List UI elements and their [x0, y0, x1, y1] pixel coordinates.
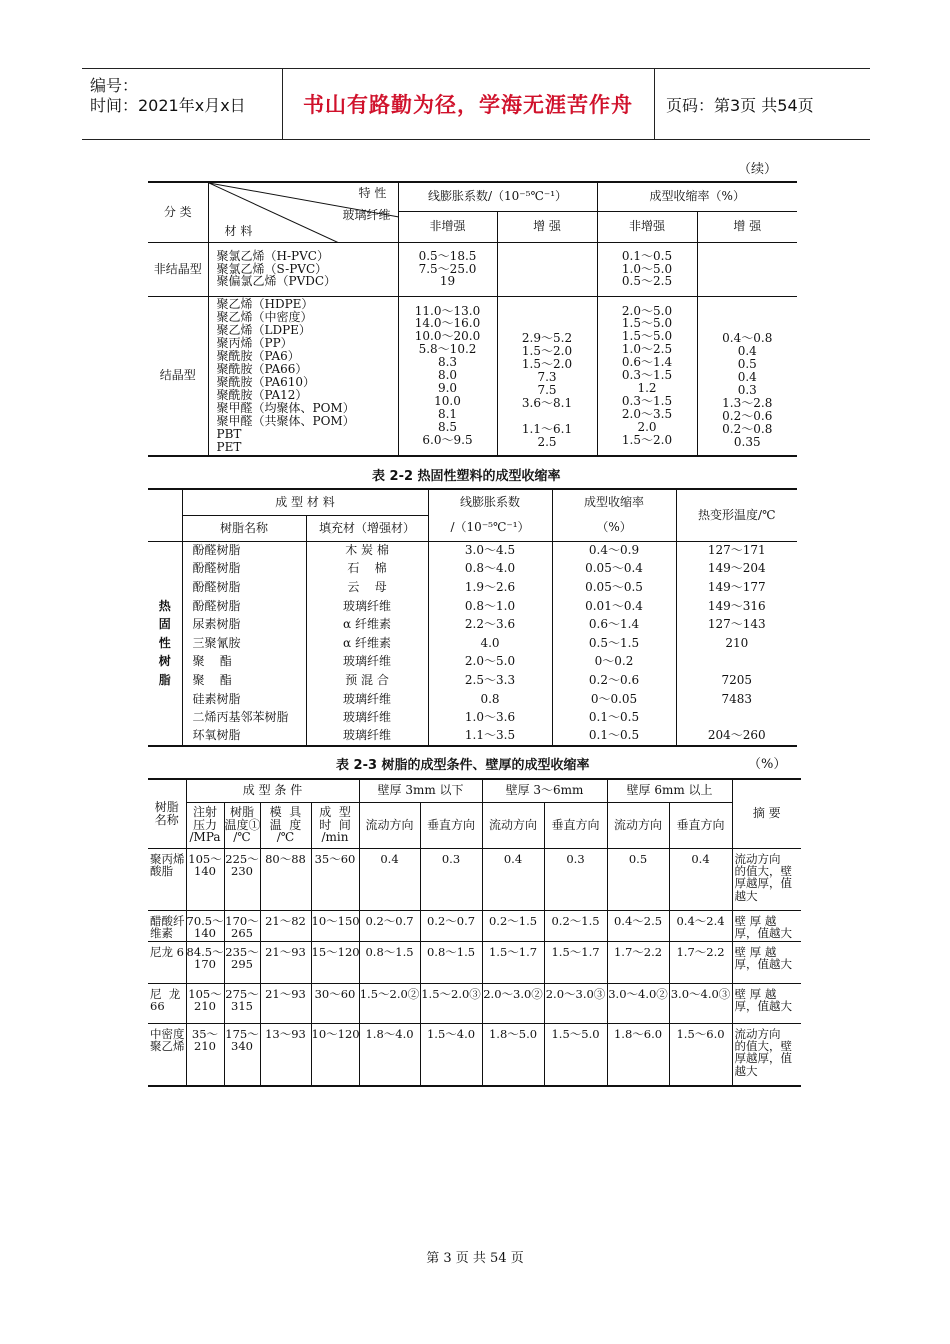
- filler: α 纤维素: [306, 634, 428, 653]
- resin-temp: 235～ 295: [224, 941, 260, 983]
- material-header: 材 料: [224, 224, 253, 238]
- mold-temp: 21～93: [260, 983, 311, 1023]
- resin-name: 醋酸纤 维素: [148, 910, 186, 941]
- table-row: [148, 1023, 801, 1086]
- fiber-header: 玻璃纤维: [342, 208, 391, 222]
- summary-note: 流动方向 的值大，壁 厚越厚，值 越大: [732, 848, 801, 910]
- injection-pressure: 105～ 210: [186, 983, 224, 1023]
- resin-name: 聚丙烯 酸脂: [148, 848, 186, 910]
- filler: 玻璃纤维: [306, 708, 428, 727]
- resin-name: 聚 酯: [192, 672, 232, 687]
- flow-mid: 0.4: [482, 848, 544, 910]
- flow-thin: 0.4: [359, 848, 420, 910]
- table-row: [148, 848, 801, 910]
- perp-thick: 1.7～2.2: [669, 941, 732, 983]
- resin-name: 硅素树脂: [192, 691, 241, 706]
- table-row: [148, 578, 797, 597]
- motto: 书山有路勤为径，学海无涯苦作舟: [303, 93, 633, 117]
- flow-thick: 3.0～4.0②: [607, 983, 669, 1023]
- filler: 石 棉: [306, 560, 428, 579]
- table-row: [148, 727, 797, 746]
- expansion-value: 1.9～2.6: [428, 578, 552, 597]
- table3-unit: （%）: [748, 757, 787, 772]
- heat-deflection-value: 149～316: [676, 597, 797, 616]
- group-exp-nonreinforced: 0.5～18.5 7.5～25.0 19: [398, 242, 497, 296]
- resin-name-header: 树脂 名称: [148, 779, 186, 848]
- summary-note: 流动方向 的值大，壁 厚越厚，值 越大: [732, 1023, 801, 1086]
- flow-thick: 1.8～6.0: [607, 1023, 669, 1086]
- group-exp-reinforced: [497, 242, 597, 296]
- mold-temp: 80～88: [260, 848, 311, 910]
- expansion-value: 0.8～1.0: [428, 597, 552, 616]
- resin-name: 二烯丙基邻苯树脂: [192, 710, 289, 725]
- exp-nonreinforced-header: 非增强: [398, 211, 497, 242]
- table-row: [148, 653, 797, 672]
- header-page-cell: [654, 69, 870, 139]
- perp-mid: 2.0～3.0③: [544, 983, 607, 1023]
- table-row: [148, 983, 801, 1023]
- number-label: 编号：: [90, 76, 139, 95]
- expansion-value: 3.0～4.5: [428, 541, 552, 560]
- perp-thick: 0.4: [669, 848, 732, 910]
- shrink-value: 0～0.05: [552, 690, 676, 709]
- mold-temp: 21～82: [260, 910, 311, 941]
- molding-time: 30～60: [311, 983, 359, 1023]
- expansion-value: 2.0～5.0: [428, 653, 552, 672]
- expansion-value: 0.8～4.0: [428, 560, 552, 579]
- resin-name: 尼龙 6: [148, 941, 186, 983]
- table-row: [148, 634, 797, 653]
- heat-deflection-value: 7483: [676, 690, 797, 709]
- resin-name: 尼 龙 66: [148, 983, 186, 1023]
- resin-name: 聚 酯: [192, 654, 232, 669]
- shrink-value: 0.1～0.5: [552, 727, 676, 746]
- shrink-nonreinforced-header: 非增强: [597, 211, 697, 242]
- molding-time: 10～150: [311, 910, 359, 941]
- heat-deflection-value: 149～177: [676, 578, 797, 597]
- expansion-value: 0.8: [428, 690, 552, 709]
- group-materials: 聚乙烯（HDPE） 聚乙烯（中密度） 聚乙烯（LDPE） 聚丙烯（PP） 聚酰胺（PA6） 聚酰胺（PA66） 聚酰胺（PA610） 聚酰胺（PA12） 聚甲醛（均聚体、POM） 聚甲醛（共聚体、POM） PBT PET: [208, 296, 398, 456]
- heat-deflection-value: [676, 653, 797, 672]
- property-header: 特 性: [358, 186, 387, 200]
- flow-thick: 1.7～2.2: [607, 941, 669, 983]
- table-row: [148, 615, 797, 634]
- filler: 玻璃纤维: [306, 690, 428, 709]
- expansion-value: 1.1～3.5: [428, 727, 552, 746]
- expansion-value: 2.5～3.3: [428, 671, 552, 690]
- flow-mid: 1.5～1.7: [482, 941, 544, 983]
- expansion-value: 4.0: [428, 634, 552, 653]
- resin-temp: 170～ 265: [224, 910, 260, 941]
- mold-temp: 21～93: [260, 941, 311, 983]
- mold-temp: 13～93: [260, 1023, 311, 1086]
- exp-reinforced-header: 增 强: [497, 211, 597, 242]
- wall-mid-header: 壁厚 3～6mm: [482, 779, 607, 802]
- group-shrink-reinforced: [697, 242, 797, 296]
- group-exp-reinforced: 2.9～5.2 1.5～2.0 1.5～2.0 7.3 7.5 3.6～8.1 1.1～6.1 2.5: [497, 296, 597, 456]
- shrink-value: 0.01～0.4: [552, 597, 676, 616]
- header-meta: [82, 69, 283, 139]
- flow-mid: 2.0～3.0②: [482, 983, 544, 1023]
- heat-deflection-value: 204～260: [676, 727, 797, 746]
- flow-direction-header: 流动方向: [482, 802, 544, 848]
- header-motto-cell: [282, 69, 655, 139]
- group-name: 结晶型: [148, 296, 208, 456]
- filler: α 纤维素: [306, 615, 428, 634]
- perpendicular-direction-header: 垂直方向: [669, 802, 732, 848]
- perp-mid: 0.3: [544, 848, 607, 910]
- summary-note: 壁 厚 越 厚，值越大: [732, 983, 801, 1023]
- group-exp-nonreinforced: 11.0～13.0 14.0～16.0 10.0～20.0 5.8～10.2 8.3 8.0 9.0 10.0 8.1 8.5 6.0～9.5: [398, 296, 497, 456]
- expansion-value: 1.0～3.6: [428, 708, 552, 727]
- resin-name: 酚醛树脂: [192, 580, 241, 594]
- injection-pressure: 35～ 210: [186, 1023, 224, 1086]
- resin-temp-header: 树脂 温度① /℃: [224, 802, 260, 848]
- group-materials: 聚氯乙烯（H-PVC） 聚氯乙烯（S-PVC） 聚偏氯乙烯（PVDC）: [208, 242, 398, 296]
- table-row: [148, 541, 797, 560]
- injection-pressure: 105～ 140: [186, 848, 224, 910]
- perp-thick: 1.5～6.0: [669, 1023, 732, 1086]
- flow-thin: 1.5～2.0②: [359, 983, 420, 1023]
- resin-name: 尿素树脂: [192, 617, 241, 632]
- table-row: [148, 910, 801, 941]
- flow-thin: 0.8～1.5: [359, 941, 420, 983]
- perp-mid: 1.5～5.0: [544, 1023, 607, 1086]
- expansion-unit: /（10⁻⁵℃⁻¹）: [428, 515, 552, 541]
- flow-thick: 0.4～2.5: [607, 910, 669, 941]
- shrink-header: 成型收缩率: [552, 489, 676, 515]
- molding-time: 15～120: [311, 941, 359, 983]
- shrink-value: 0.6～1.4: [552, 615, 676, 634]
- mold-temp-header: 模 具 温 度 /℃: [260, 802, 311, 848]
- shrink-value: 0.2～0.6: [552, 671, 676, 690]
- molding-time: 10～120: [311, 1023, 359, 1086]
- heat-deflection-value: 127～143: [676, 615, 797, 634]
- wall-thin-header: 壁厚 3mm 以下: [359, 779, 482, 802]
- category-header: 分 类: [148, 182, 208, 242]
- page-footer: 第 3 页 共 54 页: [426, 1251, 524, 1266]
- filler-header: 填充材（增强材）: [306, 515, 428, 541]
- resin-name-header: 树脂名称: [182, 515, 306, 541]
- heat-deflection-header: 热变形温度/℃: [676, 489, 797, 541]
- molding-conditions-header: 成 型 条 件: [186, 779, 359, 802]
- perp-thick: 3.0～4.0③: [669, 983, 732, 1023]
- thermoset-table: [148, 488, 797, 747]
- side-label: 热 固 性 树 脂: [148, 541, 182, 746]
- shrink-value: 0.1～0.5: [552, 708, 676, 727]
- perp-thin: 1.5～2.0③: [420, 983, 482, 1023]
- perpendicular-direction-header: 垂直方向: [544, 802, 607, 848]
- shrink-reinforced-header: 增 强: [697, 211, 797, 242]
- injection-pressure: 84.5～ 170: [186, 941, 224, 983]
- expansion-value: 2.2～3.6: [428, 615, 552, 634]
- injection-pressure-header: 注射 压力 /MPa: [186, 802, 224, 848]
- filler: 玻璃纤维: [306, 727, 428, 746]
- expansion-header: 线膨胀系数: [428, 489, 552, 515]
- molding-material-header: 成 型 材 料: [182, 489, 428, 515]
- summary-note: 壁 厚 越 厚，值越大: [732, 941, 801, 983]
- molding-time-header: 成 型 时 间 /min: [311, 802, 359, 848]
- perp-mid: 0.2～1.5: [544, 910, 607, 941]
- flow-direction-header: 流动方向: [359, 802, 420, 848]
- shrink-value: 0.4～0.9: [552, 541, 676, 560]
- resin-name: 酚醛树脂: [192, 561, 241, 576]
- wall-thick-header: 壁厚 6mm 以上: [607, 779, 732, 802]
- table2-caption: 表 2-2 热固性塑料的成型收缩率: [372, 469, 561, 484]
- filler: 玻璃纤维: [306, 653, 428, 672]
- resin-temp: 175～ 340: [224, 1023, 260, 1086]
- diagonal-header-cell: [208, 182, 398, 242]
- perp-mid: 1.5～1.7: [544, 941, 607, 983]
- perp-thick: 0.4～2.4: [669, 910, 732, 941]
- group-name: 非结晶型: [148, 242, 208, 296]
- group-shrink-reinforced: 0.4～0.8 0.4 0.5 0.4 0.3 1.3～2.8 0.2～0.6 0.2～0.8 0.35: [697, 296, 797, 456]
- table-row: [148, 597, 797, 616]
- table-row: [148, 941, 801, 983]
- perp-thin: 0.8～1.5: [420, 941, 482, 983]
- filler: 预 混 合: [306, 671, 428, 690]
- page-header: [82, 68, 870, 140]
- flow-mid: 1.8～5.0: [482, 1023, 544, 1086]
- resin-name: 环氧树脂: [182, 727, 306, 746]
- resin-name: 三聚氰胺: [192, 635, 241, 650]
- flow-direction-header: 流动方向: [607, 802, 669, 848]
- perp-thin: 1.5～4.0: [420, 1023, 482, 1086]
- flow-thin: 0.2～0.7: [359, 910, 420, 941]
- expansion-header: 线膨胀系数/（10⁻⁵℃⁻¹）: [398, 182, 597, 211]
- heat-deflection-value: 149～204: [676, 560, 797, 579]
- shrink-value: 0.05～0.4: [552, 560, 676, 579]
- heat-deflection-value: 7205: [676, 671, 797, 690]
- group-shrink-nonreinforced: 2.0～5.0 1.5～5.0 1.5～5.0 1.0～2.5 0.6～1.4 0.3～1.5 1.2 0.3～1.5 2.0～3.5 2.0 1.5～2.0: [597, 296, 697, 456]
- table-row: [148, 708, 797, 727]
- shrink-unit: （%）: [552, 515, 676, 541]
- resin-name: 酚醛树脂: [192, 543, 241, 558]
- heat-deflection-value: 210: [676, 634, 797, 653]
- resin-temp: 275～ 315: [224, 983, 260, 1023]
- filler: 木 炭 棉: [306, 541, 428, 560]
- filler: 云 母: [306, 578, 428, 597]
- resin-name: 中密度 聚乙烯: [148, 1023, 186, 1086]
- table3-caption: 表 2-3 树脂的成型条件、壁厚的成型收缩率: [336, 758, 590, 773]
- group-shrink-nonreinforced: 0.1～0.5 1.0～5.0 0.5～2.5: [597, 242, 697, 296]
- page-label: 页码：第3页 共54页: [666, 95, 814, 115]
- shrink-value: 0.5～1.5: [552, 634, 676, 653]
- shrink-value: 0～0.2: [552, 653, 676, 672]
- shrink-header: 成型收缩率（%）: [597, 182, 797, 211]
- resin-name: 酚醛树脂: [192, 598, 241, 613]
- filler: 玻璃纤维: [306, 597, 428, 616]
- date-label: 时间：2021年x月x日: [90, 96, 246, 115]
- injection-pressure: 70.5～ 140: [186, 910, 224, 941]
- shrink-value: 0.05～0.5: [552, 578, 676, 597]
- molding-time: 35～60: [311, 848, 359, 910]
- summary-header: 摘 要: [732, 779, 801, 848]
- resin-temp: 225～ 230: [224, 848, 260, 910]
- perpendicular-direction-header: 垂直方向: [420, 802, 482, 848]
- perp-thin: 0.3: [420, 848, 482, 910]
- flow-thin: 1.8～4.0: [359, 1023, 420, 1086]
- flow-mid: 0.2～1.5: [482, 910, 544, 941]
- molding-conditions-table: [148, 778, 801, 1087]
- heat-deflection-value: [676, 708, 797, 727]
- continued-label: （续）: [738, 162, 778, 177]
- table-row: [148, 560, 797, 579]
- perp-thin: 0.2～0.7: [420, 910, 482, 941]
- table-row: [148, 671, 797, 690]
- flow-thick: 0.5: [607, 848, 669, 910]
- thermoplastic-table: [148, 181, 797, 457]
- table-row: [148, 690, 797, 709]
- summary-note: 壁 厚 越 厚，值越大: [732, 910, 801, 941]
- heat-deflection-value: 127～171: [676, 541, 797, 560]
